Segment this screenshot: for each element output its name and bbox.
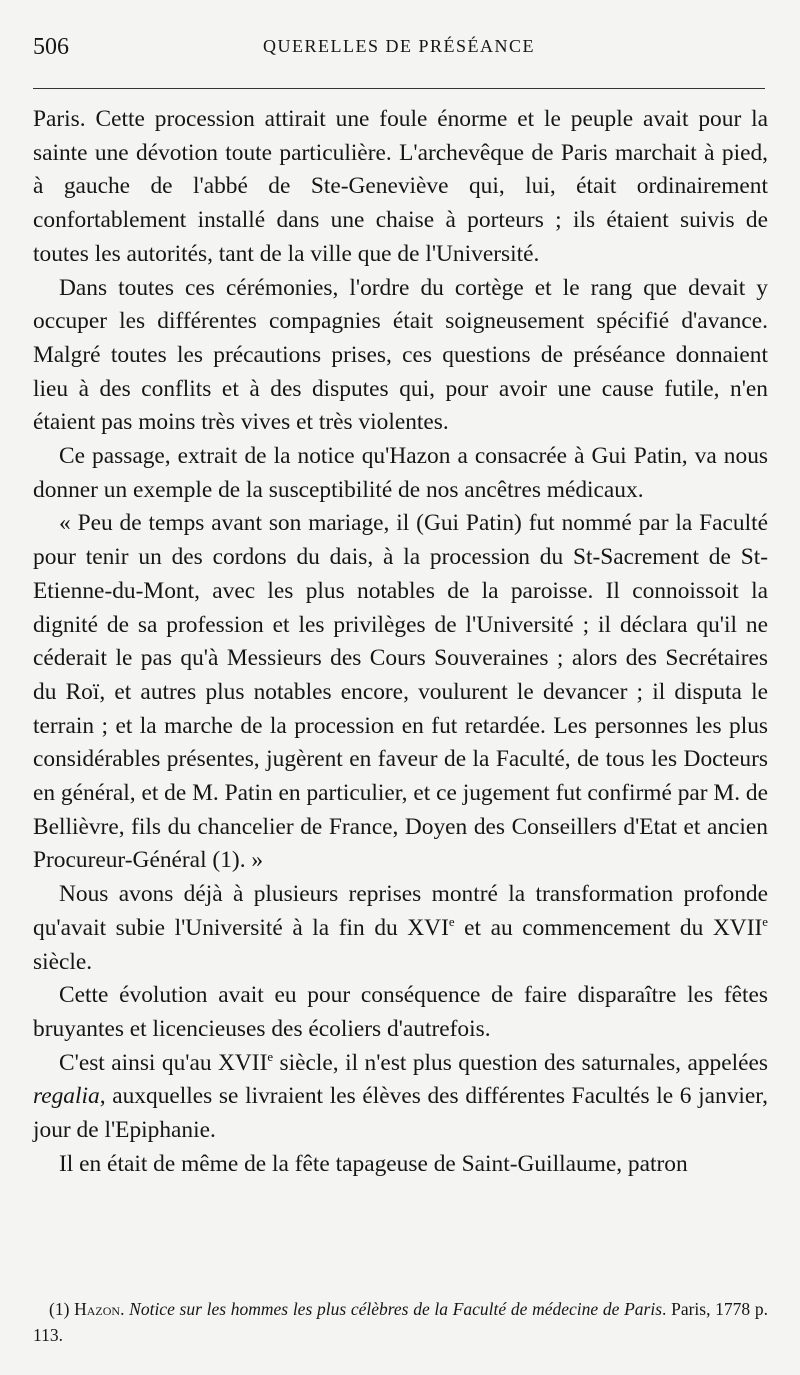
paragraph: Cette évolution avait eu pour conséquence de faire disparaître les fêtes bruyantes et licencieuses des écoliers d'autrefois. (33, 982, 768, 1042)
text-run: C'est ainsi qu'au XVII (59, 1049, 268, 1076)
quotation-paragraph: « Peu de temps avant son mariage, il (Gui Patin) fut nommé par la Faculté pour tenir un des cordons du dais, à la procession du St-Sacrement de St-Etienne-du-Mont, avec les plus notables de la paroisse. Il connoissoit la dignité de sa profession et les privilèges de l'Université ; il déclara qu'il ne céderait le pas qu'à Messieurs des Cours Souveraines ; alors des Secrétaires du Roï, et autres plus notables encore, voulurent le devancer ; il disputa le terrain ; et la marche de la procession en fut retardée. Les personnes les plus considérables présentes, jugèrent en faveur de la Faculté, de tous les Docteurs en général, et de M. Patin en particulier, et ce jugement fut confirmé par M. de Bellièvre, fils du chancelier de France, Doyen des Conseillers d'Etat et ancien Procureur-Général (1). » (33, 510, 768, 874)
page-header (33, 30, 765, 70)
paragraph: Dans toutes ces cérémonies, l'ordre du cortège et le rang que devait y occuper les différentes compagnies était soigneusement spécifié d'avance. Malgré toutes les précautions prises, ces questions de préséance donnaient lieu à des conflits et à des disputes qui, pour avoir une cause futile, n'en étaient pas moins très vives et très violentes. (33, 274, 768, 436)
paragraph: Paris. Cette procession attirait une foule énorme et le peuple avait pour la sainte une dévotion toute particulière. L'archevêque de Paris marchait à pied, à gauche de l'abbé de Ste-Geneviève qui, lui, était ordinairement confortablement installé dans une chaise à porteurs ; ils étaient suivis de toutes les autorités, tant de la ville que de l'Université. (33, 106, 768, 267)
footnote-author: Hazon (74, 1299, 121, 1319)
superscript: e (762, 914, 768, 929)
footnote-marker: (1) (49, 1299, 70, 1319)
superscript: e (448, 914, 455, 929)
text-run: siècle. (33, 948, 93, 975)
text-run: Nous avons déjà à plusieurs reprises montré la transformation profonde qu'avait subie l'Université à la fin du XVI (33, 881, 768, 941)
footnote-title: Notice sur les hommes les plus célèbres de la Faculté de médecine de Paris (129, 1299, 663, 1319)
paragraph: Ce passage, extrait de la notice qu'Hazon a consacrée à Gui Patin, va nous donner un exemple de la susceptibilité de nos ancêtres médicaux. (33, 443, 768, 503)
text-run: siècle, il n'est plus question des saturnales, appelées (273, 1049, 768, 1076)
italic-term: regalia (33, 1083, 100, 1110)
running-title: QUERELLES DE PRÉSÉANCE (262, 36, 535, 56)
superscript: e (267, 1049, 274, 1064)
page-number: 506 (33, 34, 69, 60)
paragraph: Il en était de même de la fête tapageuse de Saint-Guillaume, patron (59, 1150, 688, 1177)
footnote-text: (1) Hazon. Notice sur les hommes les plus célèbres de la Faculté de médecine de Paris. Paris, 1778 p. 113. (33, 1299, 768, 1345)
text-run: , auxquelles se livraient les élèves des différentes Facultés le 6 janvier, jour de l'Epiphanie. (33, 1083, 768, 1144)
paragraph (33, 878, 768, 979)
footnote-publication: . Paris, 1778 p. 113. (33, 1299, 768, 1345)
header-rule (33, 88, 765, 89)
footnote (33, 1296, 768, 1348)
text-run: et au commencement du XVII (454, 914, 763, 941)
paragraph (33, 1047, 768, 1148)
body-text (33, 103, 768, 1182)
